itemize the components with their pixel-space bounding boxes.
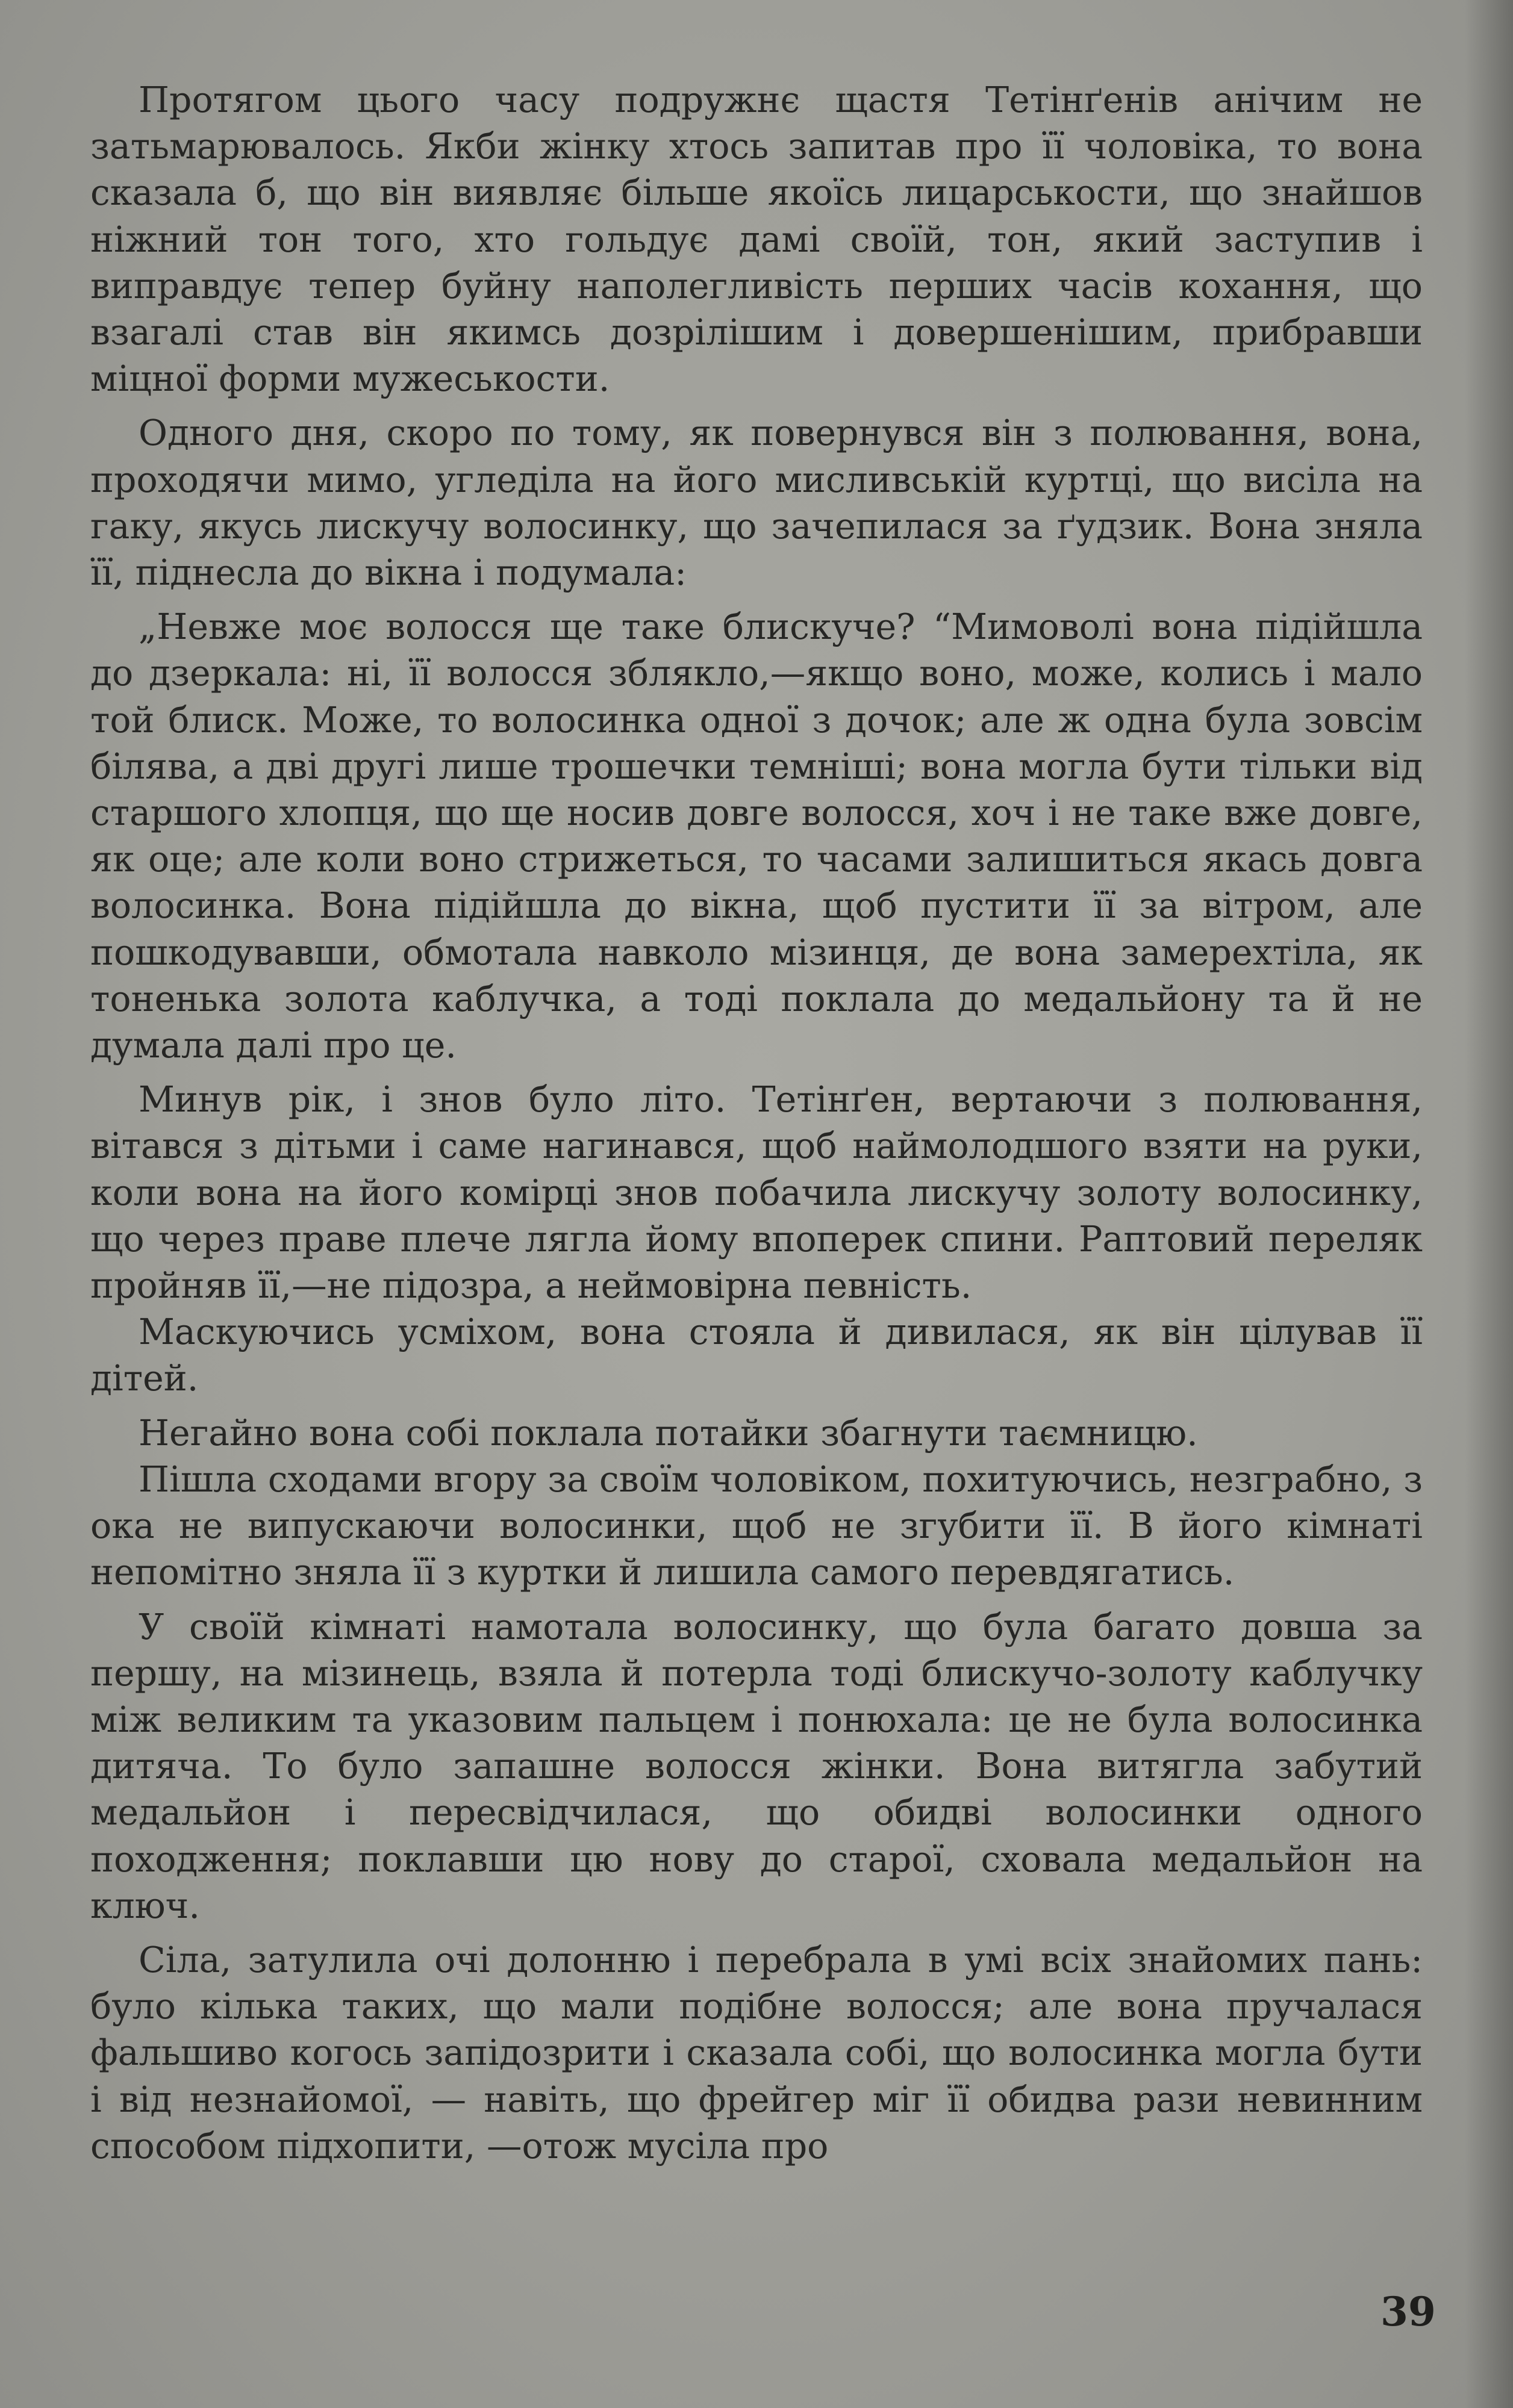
body-text (90, 77, 1423, 2170)
paragraph-5: Маскуючись усміхом, вона стояла й дивилася, як він цілував її дітей. (90, 1311, 1423, 1399)
paragraph-1: Протягом цього часу подружнє щастя Тетінґенів анічим не затьмарювалось. Якби жінку хтось запитав про її чоловіка, то вона сказала б, що він виявляє більше якоїсь лицарськости, що знайшов ніжний тон того, хто гольдує дамі своїй, тон, який заступив і виправдує тепер буйну наполегливість перших часів кохання, що взагалі став він якимсь дозрілішим і довершенішим, прибравши міцної форми мужеськости. (90, 79, 1423, 400)
page-number: 39 (1380, 2288, 1436, 2335)
paragraph-3: „Невже моє волосся ще таке блискуче? “Мимоволі вона підійшла до дзеркала: ні, її волосся зблякло,—якщо воно, може, колись і мало той блиск. Може, то волосинка одної з дочок; але ж одна була зовсім білява, а дві другі лише трошечки темніші; вона могла бути тільки від старшого хлопця, що ще носив довге волосся, хоч і не таке вже довге, як оце; але коли воно стрижеться, то часами залишиться якась довга волосинка. Вона підійшла до вікна, щоб пустити її за вітром, але пошкодувавши, обмотала навколо мізинця, де вона замерехтіла, як тоненька золота каблучка, а тоді поклала до медальйону та й не думала далі про це. (90, 606, 1423, 1066)
paragraph-2: Одного дня, скоро по тому, як повернувся він з полювання, вона, проходячи мимо, угледіла на його мисливській куртці, що висіла на гаку, якусь лискучу волосинку, що зачепилася за ґудзик. Вона зняла її, піднесла до вікна і подумала: (90, 412, 1423, 594)
paragraph-8: У своїй кімнаті намотала волосинку, що була багато довша за першу, на мізинець, взяла й потерла тоді блискучо-золоту каблучку між великим та указовим пальцем і понюхала: це не була волосинка дитяча. То було запашне волосся жінки. Вона витягла забутий медальйон і пересвідчилася, що обидві волосинки одного походження; поклавши цю нову до старої, сховала медальйон на ключ. (90, 1606, 1423, 1926)
paragraph-7: Пішла сходами вгору за своїм чоловіком, похитуючись, незграбно, з ока не випускаючи волосинки, щоб не згубити її. В його кімнаті непомітно зняла її з куртки й лишила самого перевдягатись. (90, 1458, 1423, 1593)
paragraph-9: Сіла, затулила очі долонню і перебрала в умі всіх знайомих пань: було кілька таких, що мали подібне волосся; але вона пручалася фальшиво когось запідозрити і сказала собі, що волосинка могла бути і від незнайомої, — навіть, що фрейгер міг її обидва рази невинним способом підхопити, —отож мусіла про (90, 1939, 1423, 2167)
paragraph-6: Негайно вона собі поклала потайки збагнути таємницю. (139, 1412, 1198, 1454)
paragraph-4: Минув рік, і знов було літо. Тетінґен, вертаючи з полювання, вітався з дітьми і саме нагинався, щоб наймолодшого взяти на руки, коли вона на його комірці знов побачила лискучу золоту волосинку, що через праве плече лягла йому впоперек спини. Раптовий переляк пройняв її,—не підозра, а неймовірна певність. (90, 1079, 1423, 1307)
